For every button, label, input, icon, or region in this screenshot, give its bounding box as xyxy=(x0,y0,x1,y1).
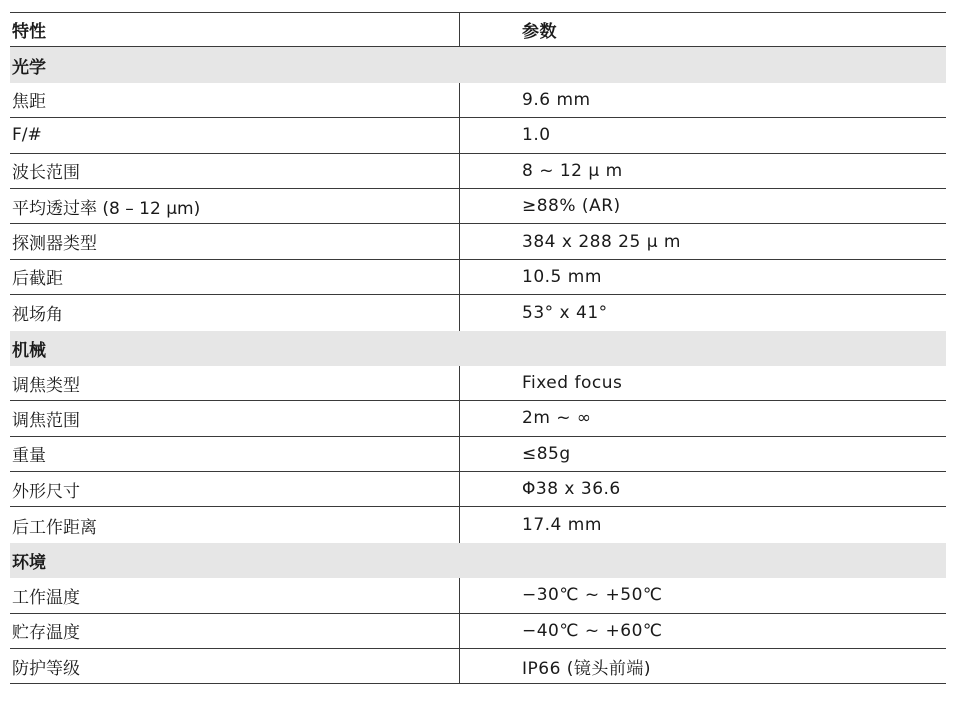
spec-value: Φ38 x 36.6 xyxy=(522,479,621,500)
section-title: 环境 xyxy=(12,553,46,574)
spec-name: 探测器类型 xyxy=(10,224,460,258)
spec-value: ≥88% (AR) xyxy=(522,196,621,217)
table-row xyxy=(10,83,946,118)
spec-value: 9.6 mm xyxy=(522,89,591,110)
spec-name: F/# xyxy=(10,118,460,152)
table-row xyxy=(10,437,946,472)
spec-name: 后工作距离 xyxy=(10,507,460,542)
table-row xyxy=(10,614,946,649)
spec-value: 384 x 288 25 μ m xyxy=(522,231,681,252)
table-row xyxy=(10,578,946,613)
spec-name: 波长范围 xyxy=(10,154,460,188)
spec-name: 视场角 xyxy=(10,295,460,330)
section-environment xyxy=(10,543,946,578)
spec-name: 调焦类型 xyxy=(10,366,460,400)
table-row xyxy=(10,224,946,259)
spec-name: 调焦范围 xyxy=(10,401,460,435)
section-mechanical xyxy=(10,331,946,366)
spec-value: −40℃ ~ +60℃ xyxy=(522,620,663,641)
spec-value: 17.4 mm xyxy=(522,515,602,536)
table-row xyxy=(10,295,946,330)
spec-name: 外形尺寸 xyxy=(10,472,460,506)
spec-name: 平均透过率 (8 – 12 μm) xyxy=(10,189,460,223)
spec-name: 防护等级 xyxy=(10,649,460,683)
spec-name: 工作温度 xyxy=(10,578,460,612)
table-row xyxy=(10,649,946,684)
table-row xyxy=(10,507,946,542)
table-row xyxy=(10,401,946,436)
table-row xyxy=(10,472,946,507)
spec-name: 焦距 xyxy=(10,83,460,117)
section-optics xyxy=(10,47,946,82)
spec-name: 后截距 xyxy=(10,260,460,294)
spec-value: −30℃ ~ +50℃ xyxy=(522,585,663,606)
section-title: 机械 xyxy=(12,340,46,361)
spec-value: 1.0 xyxy=(522,125,551,146)
table-row xyxy=(10,189,946,224)
table-row xyxy=(10,366,946,401)
spec-value: Fixed focus xyxy=(522,373,623,394)
spec-value: ≤85g xyxy=(522,443,571,464)
spec-value: IP66 (镜头前端) xyxy=(522,658,652,679)
table-row xyxy=(10,118,946,153)
table-header xyxy=(10,12,946,47)
header-value: 参数 xyxy=(522,22,557,43)
spec-table xyxy=(10,12,946,684)
spec-name: 重量 xyxy=(10,437,460,471)
table-row xyxy=(10,154,946,189)
spec-value: 10.5 mm xyxy=(522,266,602,287)
header-feature: 特性 xyxy=(10,13,460,46)
spec-name: 贮存温度 xyxy=(10,614,460,648)
section-title: 光学 xyxy=(12,57,46,78)
spec-value: 2m ~ ∞ xyxy=(522,408,592,429)
table-row xyxy=(10,260,946,295)
spec-value: 53° x 41° xyxy=(522,302,608,323)
spec-value: 8 ~ 12 μ m xyxy=(522,160,623,181)
